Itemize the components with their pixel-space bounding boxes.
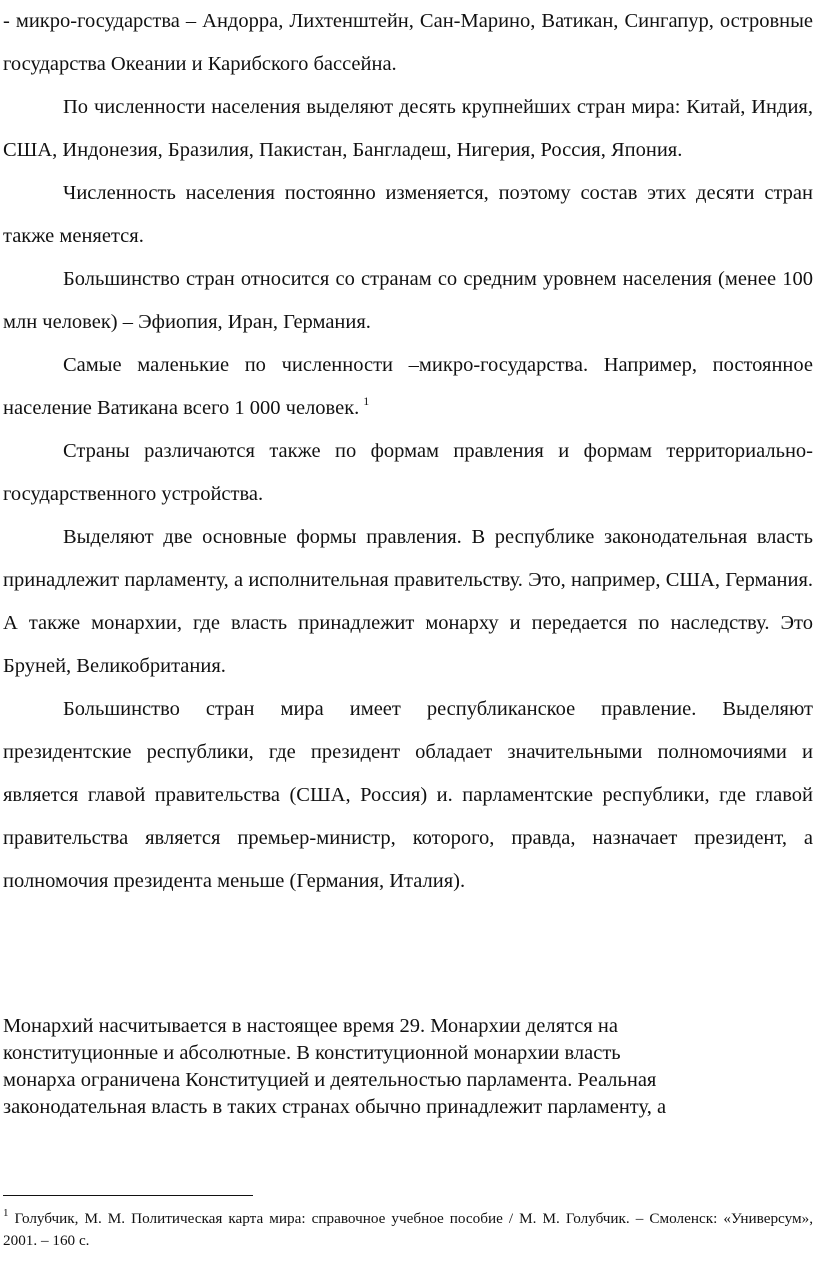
paragraph-text: Большинство стран мира имеет республиканское правление. Выделяют президентские республики, где президент обладает значительными полномочиями и является главой правительства (США, Россия) и. парламентские республики, где главой правительства является премьер-министр, которого, правда, назначает президент, а полномочия президента меньше (Германия, Италия). bbox=[3, 698, 813, 892]
text-line: монарха ограничена Конституцией и деятельностью парламента. Реальная bbox=[3, 1069, 657, 1091]
paragraph-medium-population bbox=[3, 258, 813, 344]
paragraph-text: Самые маленькие по численности –микро-государства. Например, постоянное население Ватикана всего 1 000 человек. bbox=[3, 354, 813, 419]
paragraph-text: Страны различаются также по формам правления и формам территориально-государственного устройства. bbox=[3, 440, 813, 505]
text-line: конституционные и абсолютные. В конституционной монархии власть bbox=[3, 1042, 621, 1064]
text-line: Монархий насчитывается в настоящее время 29. Монархии делятся на bbox=[3, 1015, 618, 1037]
paragraph-text: - микро-государства – Андорра, Лихтенштейн, Сан-Марино, Ватикан, Сингапур, островные государства Океании и Карибского бассейна. bbox=[3, 10, 813, 75]
paragraph-text: Выделяют две основные формы правления. В республике законодательная власть принадлежит парламенту, а исполнительная правительству. Это, например, США, Германия. А также монархии, где власть принадлежит монарху и передается по наследству. Это Бруней, Великобритания. bbox=[3, 526, 813, 677]
paragraph-largest-countries bbox=[3, 86, 813, 172]
footnote-separator bbox=[3, 1195, 253, 1196]
paragraph-text: Большинство стран относится со странам со средним уровнем населения (менее 100 млн человек) – Эфиопия, Иран, Германия. bbox=[3, 268, 813, 333]
footnote-number: 1 bbox=[3, 1207, 9, 1219]
paragraph-text: Численность населения постоянно изменяется, поэтому состав этих десяти стран также меняется. bbox=[3, 182, 813, 247]
main-text bbox=[3, 0, 813, 903]
footnote-reference[interactable]: 1 bbox=[363, 394, 370, 408]
paragraph-smallest bbox=[3, 344, 813, 430]
paragraph-microstates bbox=[3, 0, 813, 86]
monarchies-text bbox=[3, 1013, 813, 1121]
paragraph-population-changes bbox=[3, 172, 813, 258]
footnote bbox=[3, 1208, 813, 1252]
paragraph-republics bbox=[3, 688, 813, 903]
paragraph-government-forms bbox=[3, 516, 813, 688]
text-line: законодательная власть в таких странах обычно принадлежит парламенту, а bbox=[3, 1096, 667, 1118]
paragraph-forms bbox=[3, 430, 813, 516]
footnote-text: Голубчик, М. М. Политическая карта мира: справочное учебное пособие / М. М. Голубчик. – Смоленск: «Универсум», 2001. – 160 с. bbox=[3, 1210, 813, 1249]
paragraph-text: По численности населения выделяют десять крупнейших стран мира: Китай, Индия, США, Индонезия, Бразилия, Пакистан, Бангладеш, Нигерия, Россия, Япония. bbox=[3, 96, 813, 161]
